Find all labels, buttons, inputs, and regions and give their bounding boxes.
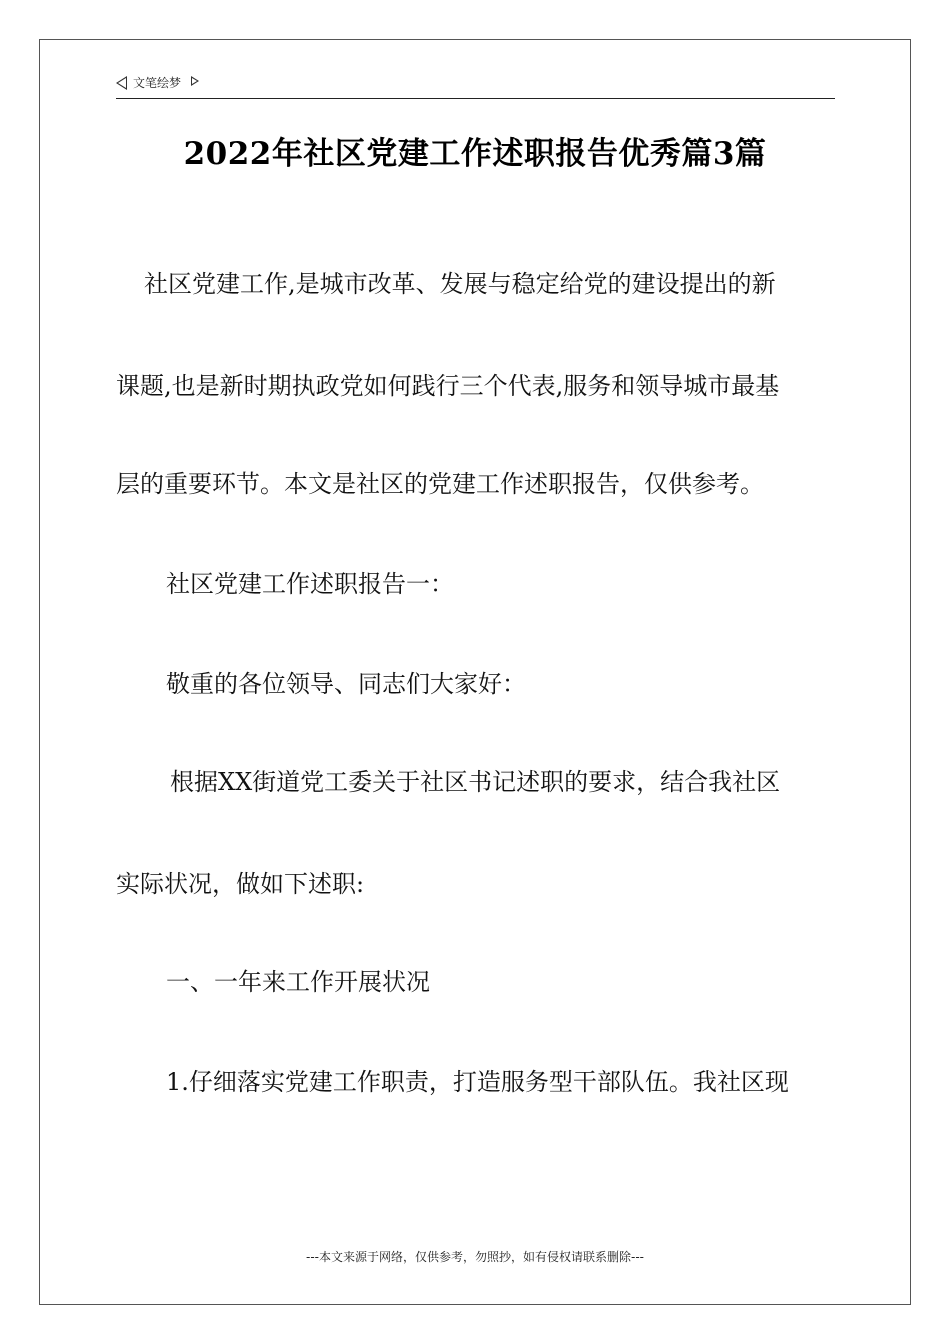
document-title: 2022年社区党建工作述职报告优秀篇3篇 <box>183 136 767 172</box>
body-line-9: 1.仔细落实党建工作职责，打造服务型干部队伍。我社区现 <box>166 1068 789 1096</box>
section-heading-1: 一、一年来工作开展状况 <box>166 968 430 996</box>
triangle-left-icon <box>116 76 127 90</box>
body-line-7: 实际状况，做如下述职: <box>116 870 365 898</box>
body-line-3: 层的重要环节。本文是社区的党建工作述职报告，仅供参考。 <box>116 470 764 498</box>
header-brand <box>116 74 199 91</box>
page-header <box>116 72 835 99</box>
body-line-1: 社区党建工作,是城市改革、发展与稳定给党的建设提出的新 <box>144 270 776 298</box>
salutation: 敬重的各位领导、同志们大家好： <box>166 670 526 698</box>
page-footer: ---本文来源于网络，仅供参考，勿照抄，如有侵权请联系删除--- <box>306 1250 644 1264</box>
body-line-2: 课题,也是新时期执政党如何践行三个代表,服务和领导城市最基 <box>116 372 780 400</box>
section-heading-report-one: 社区党建工作述职报告一： <box>166 570 454 598</box>
body-line-6: 根据XX街道党工委关于社区书记述职的要求，结合我社区 <box>170 768 781 796</box>
header-label: 文笔绘梦 <box>133 76 182 90</box>
triangle-right-icon <box>191 76 199 86</box>
